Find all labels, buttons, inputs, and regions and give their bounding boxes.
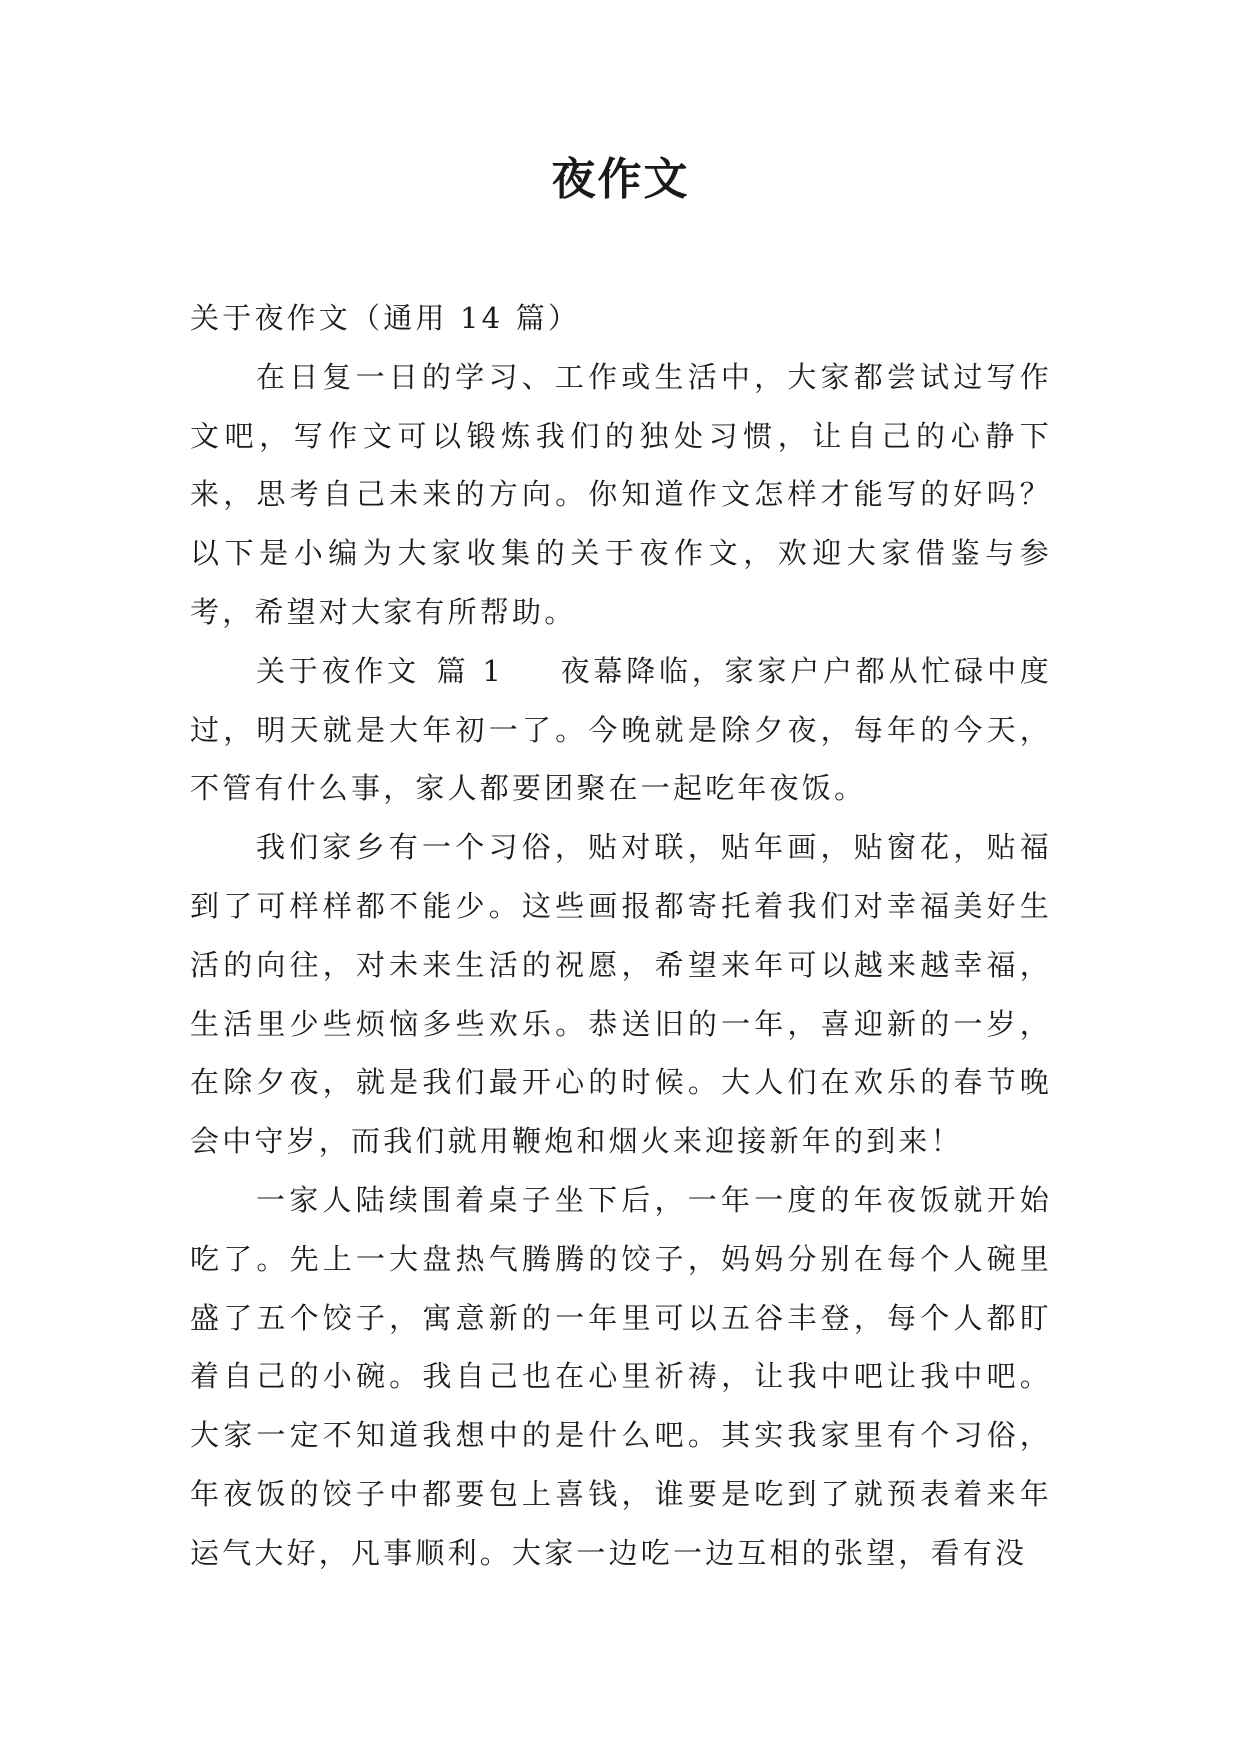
document-subtitle: 关于夜作文（通用 14 篇） [190, 301, 581, 335]
section-1-paragraph [190, 642, 1052, 818]
section-first-text: 夜幕降临，家家户户都从忙碌中度过，明天就是大年初一了。今晚就是除夕夜，每年的今天，不管有什么事，家人都要团聚在一起吃年夜饭。 [190, 653, 1052, 806]
body-paragraph: 我们家乡有一个习俗，贴对联，贴年画，贴窗花，贴福到了可样样都不能少。这些画报都寄托着我们对幸福美好生活的向往，对未来生活的祝愿，希望来年可以越来越幸福，生活里少些烦恼多些欢乐。恭送旧的一年，喜迎新的一岁，在除夕夜，就是我们最开心的时候。大人们在欢乐的春节晚会中守岁，而我们就用鞭炮和烟火来迎接新年的到来！ [190, 830, 1052, 1159]
section-number: 篇 1 [435, 653, 505, 688]
intro-paragraph: 在日复一日的学习、工作或生活中，大家都尝试过写作文吧，写作文可以锻炼我们的独处习惯，让自己的心静下来，思考自己未来的方向。你知道作文怎样才能写的好吗？以下是小编为大家收集的关于夜作文，欢迎大家借鉴与参考，希望对大家有所帮助。 [190, 359, 1052, 629]
body-paragraph: 一家人陆续围着桌子坐下后，一年一度的年夜饭就开始吃了。先上一大盘热气腾腾的饺子，妈妈分别在每个人碗里盛了五个饺子，寓意新的一年里可以五谷丰登，每个人都盯着自己的小碗。我自己也在心里祈祷，让我中吧让我中吧。大家一定不知道我想中的是什么吧。其实我家里有个习俗，年夜饭的饺子中都要包上喜钱，谁要是吃到了就预表着来年运气大好，凡事顺利。大家一边吃一边互相的张望，看有没 [190, 1182, 1052, 1570]
section-label: 关于夜作文 [256, 653, 420, 688]
document-body [190, 289, 1052, 1583]
document-title: 夜作文 [551, 154, 690, 205]
